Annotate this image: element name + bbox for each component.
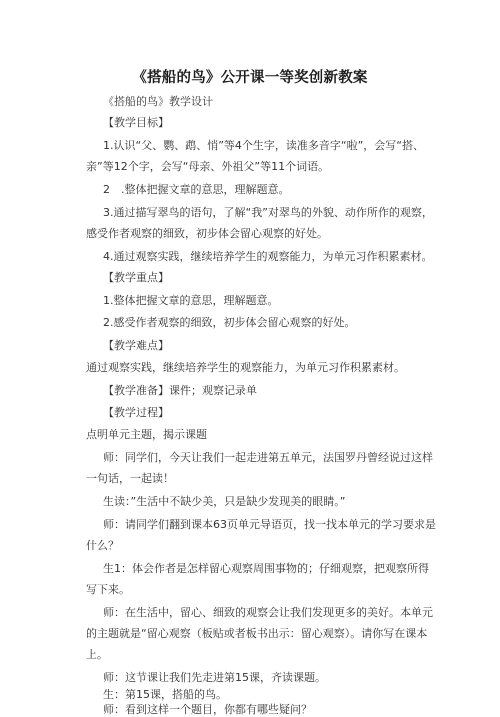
paragraph-line: 的主题就是“留心观察（板贴或者板书出示：留心观察）。请你写在课本 xyxy=(86,627,428,640)
section-heading-preparation: 【教学准备】课件；观察记录单 xyxy=(103,384,257,397)
paragraph-line: 师：同学们，今天让我们一起走进第五单元，法国罗丹曾经说过这样 xyxy=(103,451,433,464)
paragraph-line: 2 .整体把握文章的意思，理解题意。 xyxy=(103,183,290,196)
document-title: 《搭船的鸟》公开课一等奖创新教案 xyxy=(132,70,368,86)
paragraph-line: 师：这节课让我们先走进第15课，齐读课题。 xyxy=(103,671,326,684)
paragraph-line: 生：第15课，搭船的鸟。 xyxy=(103,688,227,701)
paragraph-line: 2.感受作者观察的细致，初步体会留心观察的好处。 xyxy=(103,316,356,329)
paragraph-line: 一句话，一起读！ xyxy=(86,472,174,485)
paragraph-line: 写下来。 xyxy=(86,583,130,596)
paragraph-line: 3.通过描写翠鸟的语句，了解“我”对翠鸟的外貌、动作所作的观察， xyxy=(103,206,433,219)
paragraph-line: 师：请同学们翻到课本63页单元导语页，找一找本单元的学习要求是 xyxy=(103,518,436,531)
paragraph-line: 生1：体会作者是怎样留心观察周围事物的；仔细观察，把观察所得 xyxy=(103,562,429,575)
paragraph-line: 师：在生活中，留心、细致的观察会让我们发现更多的美好。本单元 xyxy=(103,606,433,619)
paragraph-line: 1.整体把握文章的意思，理解题意。 xyxy=(103,294,279,307)
paragraph-line: 1.认识“父、鹦、鹉、悄”等4个生字，读准多音字“啦”，会写“搭、 xyxy=(103,139,424,152)
section-heading-difficulties: 【教学难点】 xyxy=(103,339,169,352)
section-heading-process: 【教学过程】 xyxy=(103,406,169,419)
paragraph-line: 通过观察实践，继续培养学生的观察能力，为单元习作积累素材。 xyxy=(86,361,405,374)
paragraph-line: 感受作者观察的细致，初步体会留心观察的好处。 xyxy=(86,227,328,240)
paragraph-line: 4.通过观察实践，继续培养学生的观察能力，为单元习作积累素材。 xyxy=(103,250,433,263)
paragraph-line: 生读：”生活中不缺少美，只是缺少发现美的眼睛。” xyxy=(103,495,346,508)
doc-subtitle: 《搭船的鸟》教学设计 xyxy=(103,95,213,108)
paragraph-line: 亲”等12个字，会写“母亲、外祖父”等11个词语。 xyxy=(86,160,330,173)
paragraph-line: 上。 xyxy=(86,648,108,661)
section-heading-objectives: 【教学目标】 xyxy=(103,116,169,129)
paragraph-line: 点明单元主题，揭示课题 xyxy=(86,428,207,441)
section-heading-key-points: 【教学重点】 xyxy=(103,271,169,284)
paragraph-line: 什么？ xyxy=(86,539,119,552)
paragraph-line: 师：看到这样一个题目，你都有哪些疑问？ xyxy=(103,703,312,716)
